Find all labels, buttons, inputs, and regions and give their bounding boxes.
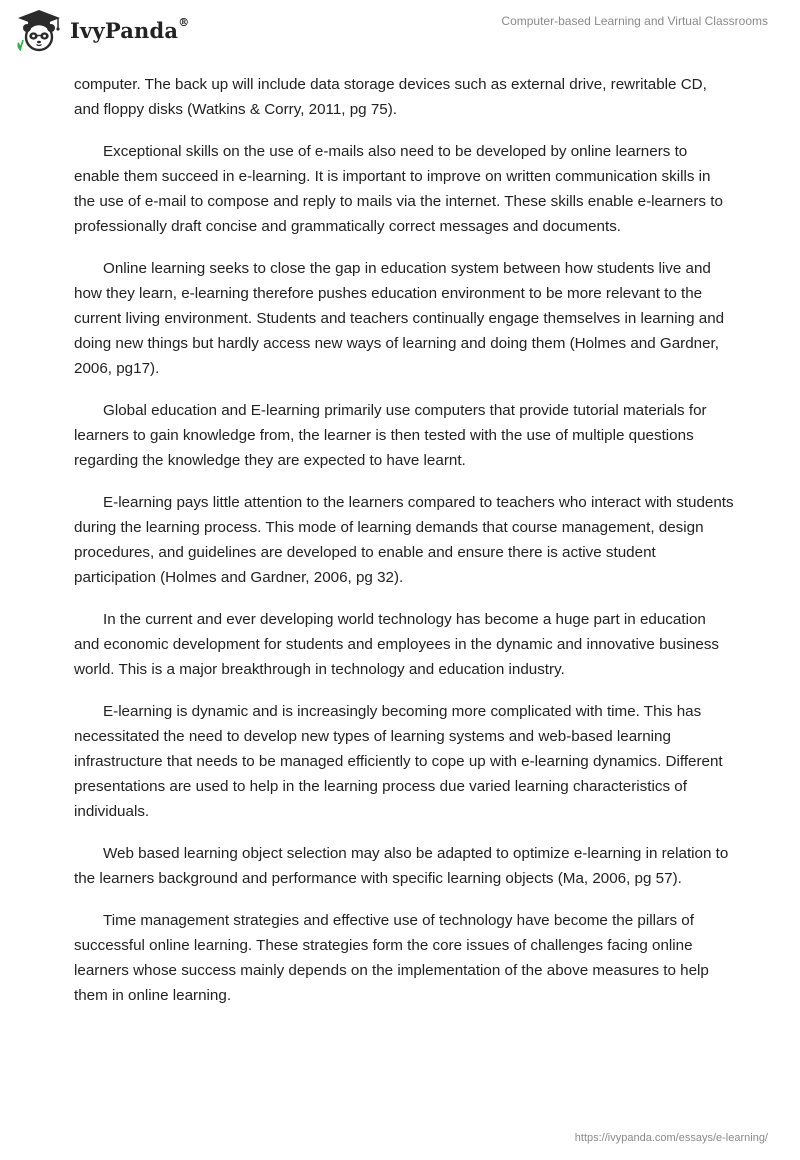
page-header: [0, 0, 800, 70]
registered-mark: ®: [178, 15, 190, 29]
paragraph: E-learning pays little attention to the learners compared to teachers who interact with students during the learning process. This mode of learning demands that course management, design procedures, and guidelines are developed to enable and ensure there is active student participation (Holmes and Gardner, 2006, pg 32).: [74, 494, 734, 586]
ivypanda-logo[interactable]: [14, 8, 189, 52]
brand-name: IvyPanda®: [70, 15, 190, 43]
paragraph: computer. The back up will include data storage devices such as external drive, rewritable CD, and floppy disks (Watkins & Corry, 2011, pg 75).: [74, 76, 707, 118]
paragraph: Time management strategies and effective use of technology have become the pillars of successful online learning. These strategies form the core issues of challenges facing online learners whose success mainly depends on the implementation of the above measures to help them in online learning.: [74, 912, 709, 1004]
document-title: Computer-based Learning and Virtual Classrooms: [501, 14, 768, 28]
panda-graduate-icon: [14, 8, 64, 52]
source-url[interactable]: https://ivypanda.com/essays/e-learning/: [574, 1132, 768, 1144]
paragraph: Global education and E-learning primarily use computers that provide tutorial materials for learners to gain knowledge from, the learner is then tested with the use of multiple questions regarding the knowledge they are expected to have learnt.: [74, 402, 707, 469]
paragraph: E-learning is dynamic and is increasingly becoming more complicated with time. This has necessitated the need to develop new types of learning systems and web-based learning infrastructure that needs to be managed efficiently to cope up with e-learning dynamics. Different presentations are used to help in the learning process due varied learning characteristics of individuals.: [74, 703, 723, 820]
essay-body: [74, 72, 734, 1025]
paragraph: In the current and ever developing world technology has become a huge part in education and economic development for students and employees in the dynamic and innovative business world. This is a major breakthrough in technology and education industry.: [74, 611, 720, 678]
paragraph: Online learning seeks to close the gap in education system between how students live and how they learn, e-learning therefore pushes education environment to be more relevant to the current living environment. Students and teachers continually engage themselves in learning and doing new things but hardly access new ways of learning and doing them (Holmes and Gardner, 2006, pg17).: [74, 260, 725, 377]
paragraph: Exceptional skills on the use of e-mails also need to be developed by online learners to enable them succeed in e-learning. It is important to improve on written communication skills in the use of e-mail to compose and reply to mails via the internet. These skills enable e-learners to professionally draft concise and grammatically correct messages and documents.: [74, 143, 723, 235]
paragraph: Web based learning object selection may also be adapted to optimize e-learning in relation to the learners background and performance with specific learning objects (Ma, 2006, pg 57).: [74, 845, 729, 887]
